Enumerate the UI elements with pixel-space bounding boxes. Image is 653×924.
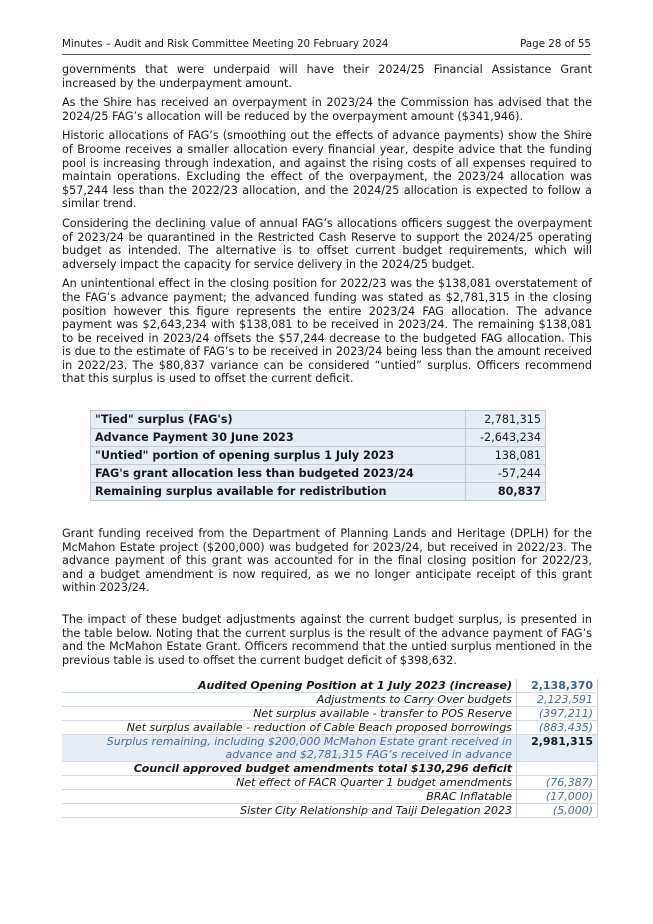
table-row — [62, 735, 598, 762]
row-value: 138,081 — [465, 447, 545, 465]
row-label: Remaining surplus available for redistribution — [91, 483, 466, 501]
table-row — [91, 465, 546, 483]
row-value: (397,211) — [517, 707, 598, 721]
row-value: -2,643,234 — [465, 429, 545, 447]
paragraph: The impact of these budget adjustments against the current budget surplus, is presented in the table below. Noting that the current surplus is the result of the advance payment of FAG’s and the McMahon Estate Grant. Officers recommend that the untied surplus mentioned in the previous table is used to offset the current budget deficit of $398,632. — [62, 613, 592, 667]
row-label: Advance Payment 30 June 2023 — [91, 429, 466, 447]
table-row — [62, 790, 598, 804]
paragraph: An unintentional effect in the closing position for 2022/23 was the $138,081 overstatement of the FAG’s advance payment; the advanced funding was stated as $2,781,315 in the closing position however this figure represents the entire 2023/24 FAG allocation. The advance payment was $2,643,234 with $138,081 to be received in 2023/24. The remaining $138,081 to be received in 2023/24 offsets the $57,244 decrease to the budgeted FAG allocation. This is due to the estimate of FAG’s to be received in 2023/24 being less than the amount received in 2022/23. The $80,837 variance can be considered “untied” surplus. Officers recommend that this surplus is used to offset the current deficit. — [62, 277, 592, 386]
table-row — [62, 762, 598, 776]
row-value: (76,387) — [517, 776, 598, 790]
page-header — [62, 38, 591, 55]
row-label: Net surplus available - reduction of Cable Beach proposed borrowings — [62, 721, 517, 735]
row-label: Adjustments to Carry Over budgets — [62, 693, 517, 707]
row-value: (17,000) — [517, 790, 598, 804]
page-number: Page 28 of 55 — [520, 38, 591, 50]
table-row — [62, 707, 598, 721]
table-row — [62, 804, 598, 818]
row-label: Sister City Relationship and Taiji Delegation 2023 — [62, 804, 517, 818]
table-row — [62, 693, 598, 707]
paragraph: Historic allocations of FAG’s (smoothing out the effects of advance payments) show the Shire of Broome receives a smaller allocation every financial year, despite advice that the funding pool is increasing through indexation, and against the rising costs of all expenses required to maintain operations. Excluding the effect of the overpayment, the 2023/24 allocation was $57,244 less than the 2022/23 allocation, and the 2024/25 allocation is expected to follow a similar trend. — [62, 129, 592, 211]
table-row — [91, 411, 546, 429]
paragraph: Grant funding received from the Department of Planning Lands and Heritage (DPLH) for the McMahon Estate project ($200,000) was budgeted for 2023/24, but received in 2022/23. The advance payment of this grant was accounted for in the final closing position for 2022/23, and a budget amendment is now required, as we no longer anticipate receipt of this grant within 2023/24. — [62, 527, 592, 595]
page-content — [62, 63, 592, 818]
table-row — [91, 483, 546, 501]
row-label: "Tied" surplus (FAG's) — [91, 411, 466, 429]
row-label: Surplus remaining, including $200,000 McMahon Estate grant received in advance and $2,781,315 FAG’s received in advance — [62, 735, 517, 762]
header-title: Minutes – Audit and Risk Committee Meeting 20 February 2024 — [62, 38, 389, 50]
row-value: 2,781,315 — [465, 411, 545, 429]
paragraph: As the Shire has received an overpayment in 2023/24 the Commission has advised that the 2024/25 FAG’s allocation will be reduced by the overpayment amount ($341,946). — [62, 96, 592, 123]
table-row — [91, 447, 546, 465]
row-label: "Untied" portion of opening surplus 1 July 2023 — [91, 447, 466, 465]
row-label: Net surplus available - transfer to POS Reserve — [62, 707, 517, 721]
paragraph: Considering the declining value of annual FAG’s allocations officers suggest the overpayment of 2023/24 be quarantined in the Restricted Cash Reserve to support the 2024/25 operating budget as intended. The alternative is to offset current budget requirements, which will adversely impact the capacity for service delivery in the 2024/25 budget. — [62, 216, 592, 271]
table-row — [62, 679, 598, 693]
row-label: FAG's grant allocation less than budgeted 2023/24 — [91, 465, 466, 483]
budget-surplus-table — [62, 679, 598, 818]
row-label: Net effect of FACR Quarter 1 budget amendments — [62, 776, 517, 790]
row-label: Council approved budget amendments total $130,296 deficit — [62, 762, 517, 776]
row-label: BRAC Inflatable — [62, 790, 517, 804]
fag-surplus-table — [90, 410, 546, 501]
table-row — [91, 429, 546, 447]
paragraph: governments that were underpaid will have their 2024/25 Financial Assistance Grant increased by the underpayment amount. — [62, 63, 592, 90]
row-value: 2,981,315 — [517, 735, 598, 762]
row-value: (5,000) — [517, 804, 598, 818]
table-row — [62, 721, 598, 735]
table-row — [62, 776, 598, 790]
row-label: Audited Opening Position at 1 July 2023 (increase) — [62, 679, 517, 693]
row-value — [517, 762, 598, 776]
row-value: 2,138,370 — [517, 679, 598, 693]
row-value: 80,837 — [465, 483, 545, 501]
row-value: -57,244 — [465, 465, 545, 483]
row-value: 2,123,591 — [517, 693, 598, 707]
row-value: (883,435) — [517, 721, 598, 735]
